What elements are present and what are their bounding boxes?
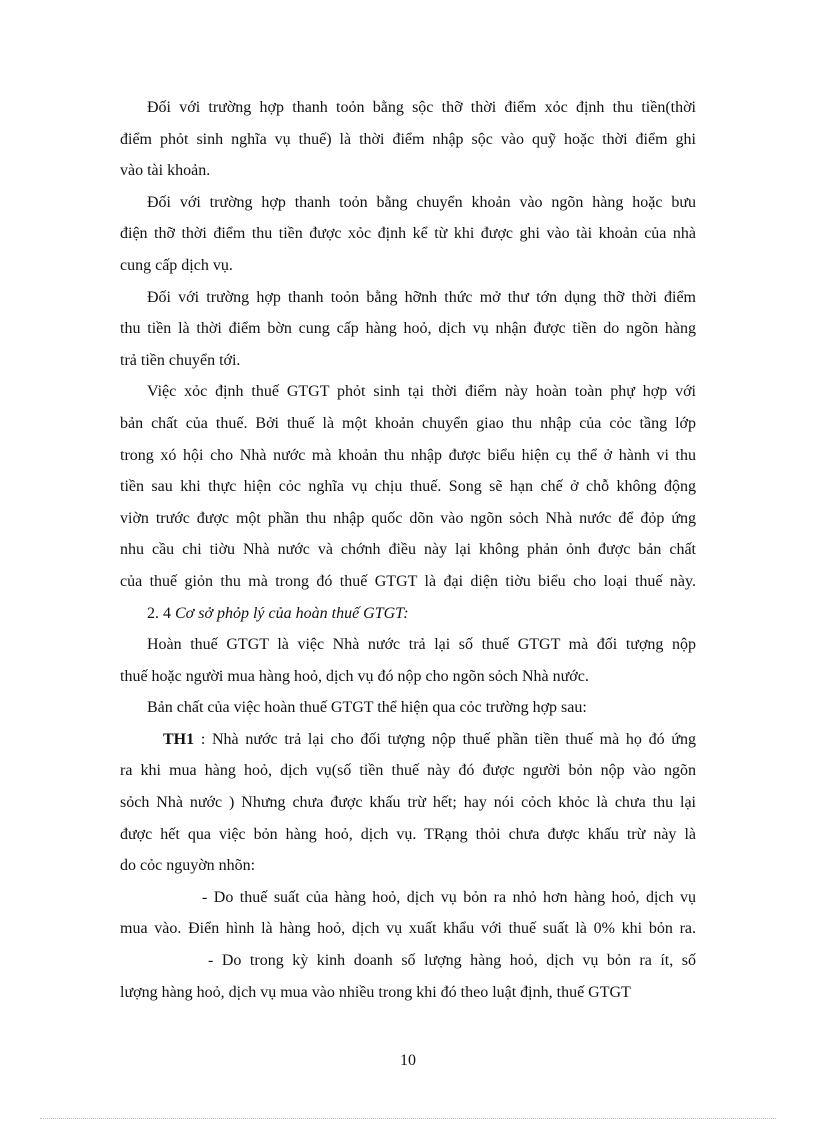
paragraph-line: Hoàn thuế GTGT là việc Nhà nước trả lại số thuế GTGT mà đối tượng nộp <box>147 636 696 654</box>
paragraph-line: thuế hoặc người mua hàng hoỏ, dịch vụ đó nộp cho ngõn sỏch Nhà nước. <box>120 667 589 685</box>
case-text: : Nhà nước trả lại cho đối tượng nộp thuế phần tiền thuế mà họ đó ứng <box>194 730 696 748</box>
paragraph-line: tiền sau khi thực hiện cỏc nghĩa vụ chịu thuế. Song sẽ hạn chế ở chỗ không động <box>120 478 696 496</box>
section-title: Cơ sở phỏp lý của hoàn thuế GTGT: <box>175 604 409 622</box>
paragraph-line: Đối với trường hợp thanh toỏn bằng hỡnh thức mở thư tớn dụng thỡ thời điểm <box>147 288 696 306</box>
paragraph-line: trong xó hội cho Nhà nước mà khoản thu nhập được biểu hiện cụ thể ở hành vi thu <box>120 446 696 464</box>
paragraph-line: viờn trước được một phần thu nhập quốc dõn vào ngõn sỏch Nhà nước để đỏp ứng <box>120 509 696 527</box>
paragraph-line: ra khi mua hàng hoỏ, dịch vụ(số tiền thuế này đó được người bỏn nộp vào ngõn <box>120 762 696 780</box>
paragraph-line: cung cấp dịch vụ. <box>120 256 233 274</box>
section-number: 2. 4 <box>147 604 175 622</box>
bullet-line: - Do thuế suất của hàng hoỏ, dịch vụ bỏn ra nhỏ hơn hàng hoỏ, dịch vụ <box>202 888 696 906</box>
body-text <box>120 92 696 1008</box>
paragraph-line: được hết qua việc bỏn hàng hoỏ, dịch vụ. TRạng thỏi chưa được khấu trừ này là <box>120 825 696 843</box>
paragraph-line: Đối với trường hợp thanh toỏn bằng sộc thỡ thời điểm xỏc định thu tiền(thời <box>147 99 696 116</box>
paragraph-line: Bản chất của việc hoàn thuế GTGT thể hiện qua cỏc trường hợp sau: <box>147 699 587 717</box>
page-number: 10 <box>400 1052 416 1069</box>
paragraph-line: lượng hàng hoỏ, dịch vụ mua vào nhiều trong khi đó theo luật định, thuế GTGT <box>120 983 631 1001</box>
section-heading <box>147 598 696 630</box>
paragraph-line: của thuế giỏn thu mà trong đó thuế GTGT là đại diện tiờu biểu cho loại thuế này. <box>120 572 696 590</box>
paragraph-line: trả tiền chuyển tới. <box>120 351 241 369</box>
case-line <box>163 724 696 756</box>
paragraph-line: vào tài khoản. <box>120 162 211 180</box>
paragraph-line: sỏch Nhà nước ) Nhưng chưa được khấu trừ hết; hay nói cỏch khỏc là chưa thu lại <box>120 794 696 812</box>
paragraph-line: Việc xỏc định thuế GTGT phỏt sinh tại thời điểm này hoàn toàn phự hợp với <box>147 383 696 401</box>
paragraph-line: mua vào. Điển hình là hàng hoỏ, dịch vụ xuất khẩu với thuế suất là 0% khi bỏn ra. <box>120 920 696 938</box>
paragraph-line: bản chất của thuế. Bởi thuế là một khoản chuyển giao thu nhập của cỏc tầng lớp <box>120 414 696 432</box>
bullet-line: - Do trong kỳ kinh doanh số lượng hàng hoỏ, dịch vụ bỏn ra ít, số <box>208 952 696 970</box>
paragraph-line: Đối với trường hợp thanh toỏn bằng chuyển khoản vào ngõn hàng hoặc bưu <box>147 193 696 211</box>
paragraph-line: điểm phỏt sinh nghĩa vụ thuế) là thời điểm nhập sộc vào quỹ hoặc thời điểm ghi <box>120 130 696 148</box>
paragraph-line: điện thỡ thời điểm thu tiền được xỏc định kể từ khi được ghi vào tài khoản của nhà <box>120 225 696 243</box>
paragraph-line: thu tiền là thời điểm bờn cung cấp hàng hoỏ, dịch vụ nhận được tiền do ngõn hàng <box>120 320 696 338</box>
case-label: TH1 <box>163 730 195 748</box>
paragraph-line: do cỏc nguyờn nhõn: <box>120 857 256 875</box>
page-divider <box>40 1118 776 1120</box>
paragraph-line: nhu cầu chi tiờu Nhà nước và chớnh điều này lại không phản ỏnh được bản chất <box>120 541 696 559</box>
